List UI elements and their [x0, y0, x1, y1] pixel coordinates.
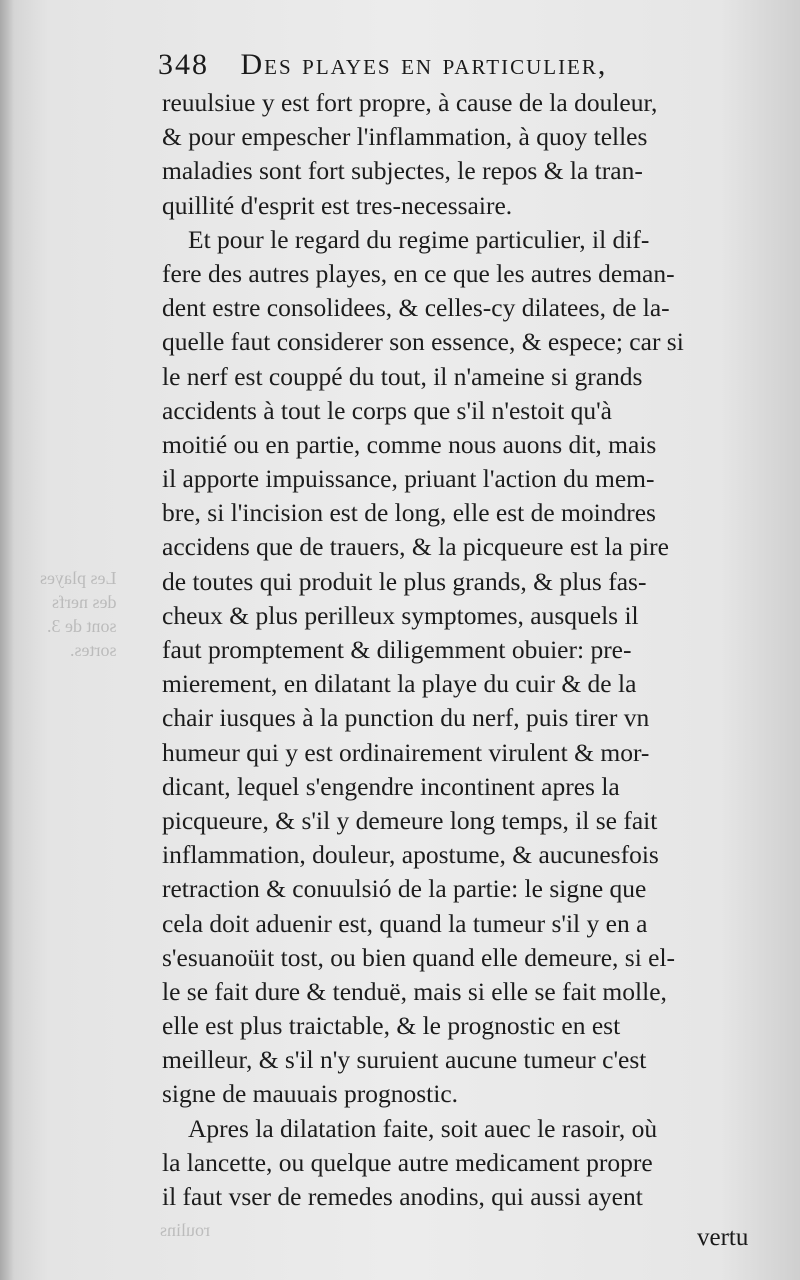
- catchword: vertu: [697, 1224, 749, 1251]
- text-line: fere des autres playes, en ce que les autres deman-: [162, 258, 675, 288]
- text-line: quelle faut considerer son essence, & espece; car si: [162, 327, 684, 357]
- text-line: le se fait dure & tenduë, mais si elle se fait molle,: [162, 976, 667, 1006]
- text-line: cheux & plus perilleux symptomes, ausquels il: [162, 600, 639, 630]
- body-text: [162, 86, 772, 1214]
- text-line: moitié ou en partie, comme nous auons dit, mais: [162, 429, 657, 459]
- text-line: reuulsiue y est fort propre, à cause de la douleur,: [162, 88, 658, 117]
- text-line: faut promptement & diligemment obuier: pre-: [162, 635, 632, 664]
- text-line: dent estre consolidees, & celles-cy dilatees, de la-: [162, 293, 670, 323]
- text-line: Apres la dilatation faite, soit auec le rasoir, où: [188, 1113, 658, 1143]
- text-line: retraction & conuulsió de la partie: le signe que: [162, 874, 647, 904]
- text-line: accidens que de trauers, & la picqueure est la pire: [162, 532, 669, 562]
- text-line: bre, si l'incision est de long, elle est de moindres: [162, 498, 656, 528]
- text-line: s'esuanoüit tost, ou bien quand elle demeure, si el-: [162, 942, 676, 972]
- running-title: Des playes en particulier,: [240, 48, 608, 81]
- text-line: elle est plus traictable, & le prognostic en est: [162, 1011, 621, 1041]
- text-line: de toutes qui produit le plus grands, & plus fas-: [162, 566, 647, 596]
- text-line: inflammation, douleur, apostume, & aucunesfois: [162, 840, 659, 870]
- bleed-through-margin-note: Les playes des nerfs sont de 3. sortes.: [40, 568, 117, 660]
- text-line: picqueure, & s'il y demeure long temps, il se fait: [162, 805, 658, 835]
- text-line: il faut vser de remedes anodins, qui aussi ayent: [162, 1182, 643, 1211]
- text-line: maladies sont fort subjectes, le repos & la tran-: [162, 156, 643, 186]
- text-line: signe de mauuais prognostic.: [162, 1079, 459, 1109]
- page-edge-shadow: [0, 0, 14, 1280]
- text-line: meilleur, & s'il n'y suruient aucune tumeur c'est: [162, 1045, 647, 1075]
- text-line: quillité d'esprit est tres-necessaire.: [162, 190, 513, 220]
- text-line: accidents à tout le corps que s'il n'estoit qu'à: [162, 395, 612, 425]
- text-line: la lancette, ou quelque autre medicament propre: [162, 1147, 653, 1177]
- text-line: chair iusques à la punction du nerf, puis tirer vn: [162, 703, 650, 733]
- text-line: Et pour le regard du regime particulier, il dif-: [188, 224, 650, 254]
- text-line: mierement, en dilatant la playe du cuir & de la: [162, 669, 637, 699]
- text-line: humeur qui y est ordinairement virulent & mor-: [162, 737, 650, 767]
- text-line: dicant, lequel s'engendre incontinent apres la: [162, 771, 620, 801]
- bleed-through-bottom-fragment: roulins: [160, 1220, 211, 1240]
- running-header: [158, 48, 758, 88]
- text-line: il apporte impuissance, priuant l'action du mem-: [162, 464, 655, 494]
- page-number: 348: [158, 48, 209, 81]
- text-line: cela doit aduenir est, quand la tumeur s'il y en a: [162, 908, 648, 938]
- text-line: & pour empescher l'inflammation, à quoy telles: [162, 122, 648, 152]
- text-line: le nerf est couppé du tout, il n'ameine si grands: [162, 361, 643, 391]
